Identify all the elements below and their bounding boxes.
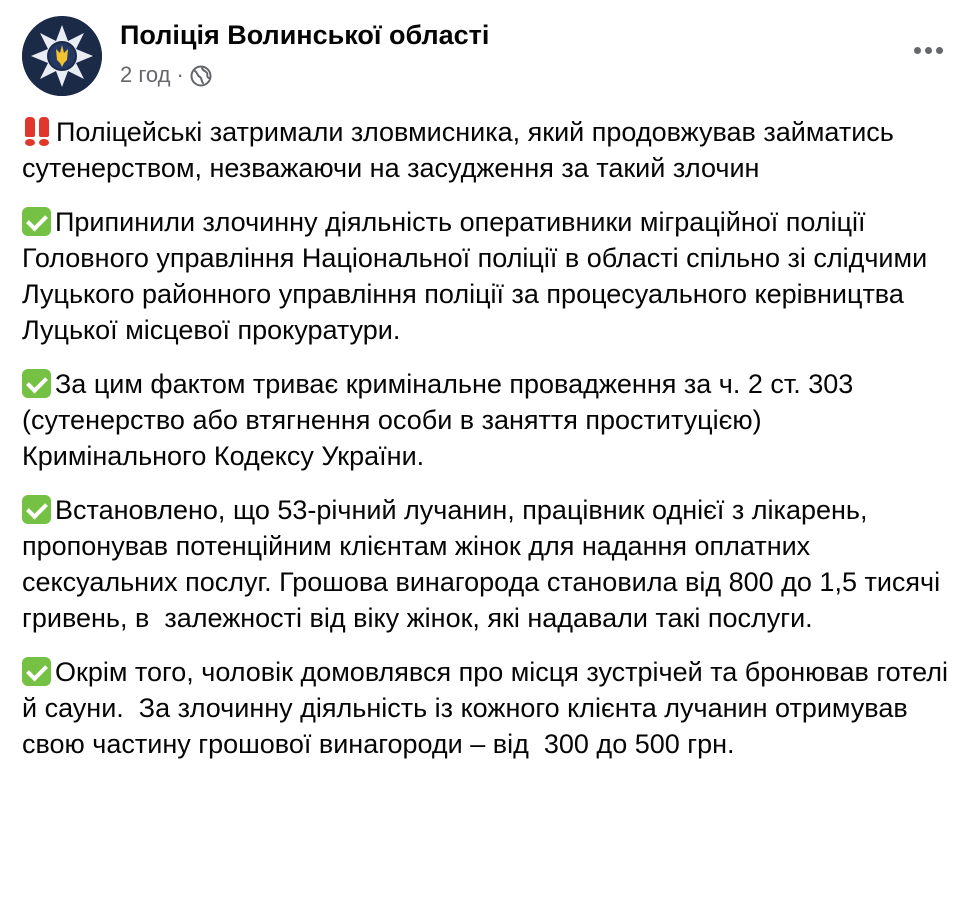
post-body [22,114,956,780]
paragraph-text: Окрім того, чоловік домовлявся про місця зустрічей та бронював готелі й сауни. За злочинну діяльність із кожного клієнта лучанин отримував свою частину грошової винагороди – від 300 до 500 грн. [22,657,956,759]
post-paragraph [22,204,952,348]
more-dot [925,47,932,54]
check-mark-icon [22,369,51,398]
check-mark-icon [22,207,51,236]
paragraph-text: Встановлено, що 53-річний лучанин, працівник однієї з лікарень, пропонував потенційним клієнтам жінок для надання оплатних сексуальних послуг. Грошова винагорода становила від 800 до 1,5 тисячі гривень, в залежності від віку жінок, які надавали такі послуги. [22,495,948,633]
post-paragraph [22,366,952,474]
more-options-icon[interactable] [908,40,948,60]
paragraph-text: Поліцейські затримали зловмисника, який продовжував займатись сутенерством, незважаючи на засудження за такий злочин [22,117,902,183]
post-time[interactable]: 2 год [120,62,171,87]
globe-icon[interactable] [190,65,212,87]
check-mark-icon [22,495,51,524]
meta-separator: · [176,62,184,87]
more-dot [936,47,943,54]
paragraph-text: Припинили злочинну діяльність оперативники міграційної поліції Головного управління Національної поліції в області спільно зі слідчими Луцького районного управління поліції за процесуального керівництва Луцької місцевої прокуратури. [22,207,935,345]
post-header [22,16,952,96]
paragraph-text: За цим фактом триває кримінальне провадження за ч. 2 ст. 303 (сутенерство або втягнення особи в заняття проституцією) Кримінального Кодексу України. [22,369,861,471]
police-badge-icon [22,16,102,96]
post-paragraph [22,492,952,636]
double-exclamation-icon [22,117,52,146]
page-name[interactable]: Поліція Волинської області [120,20,490,50]
post-paragraph [22,654,956,762]
page-avatar[interactable] [22,16,102,96]
post-paragraph [22,114,952,186]
more-dot [914,47,921,54]
check-mark-icon [22,657,51,686]
post-meta [120,62,212,88]
